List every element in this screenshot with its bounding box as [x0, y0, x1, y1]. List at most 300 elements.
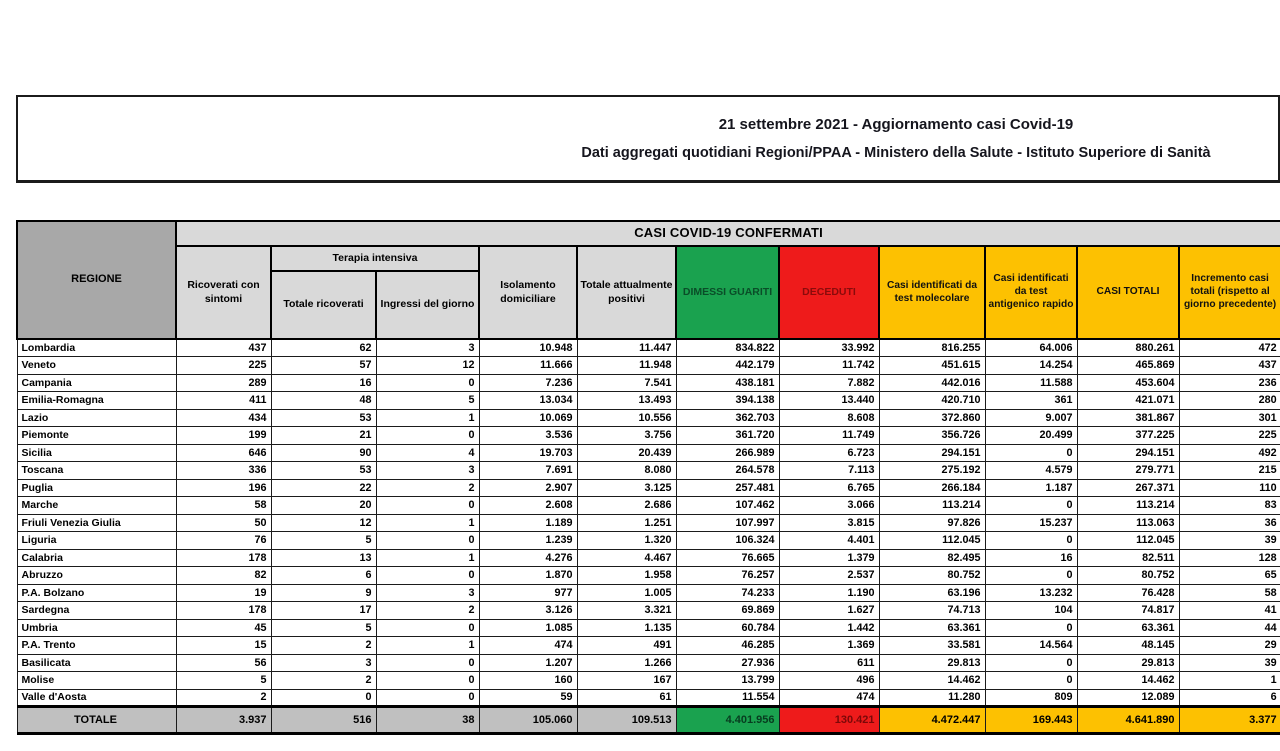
region-row — [17, 462, 1280, 480]
header-casi-totali: CASI TOTALI — [1077, 246, 1179, 339]
region-row — [17, 374, 1280, 392]
value-cell: 294.151 — [1077, 444, 1179, 462]
totale-value-cell: 105.060 — [479, 707, 577, 734]
value-cell: 0 — [376, 374, 479, 392]
value-cell: 474 — [479, 637, 577, 655]
value-cell: 5 — [376, 392, 479, 410]
value-cell: 1.627 — [779, 602, 879, 620]
header-terapia-totale-ricoverati: Totale ricoverati — [271, 271, 376, 339]
value-cell: 362.703 — [676, 409, 779, 427]
region-row — [17, 619, 1280, 637]
value-cell: 1.239 — [479, 532, 577, 550]
value-cell: 80.752 — [879, 567, 985, 585]
region-row — [17, 514, 1280, 532]
header-casi-test-molecolare: Casi identificati da test molecolare — [879, 246, 985, 339]
value-cell: 301 — [1179, 409, 1280, 427]
region-name-cell: Valle d'Aosta — [17, 689, 176, 707]
value-cell: 76 — [176, 532, 271, 550]
value-cell: 420.710 — [879, 392, 985, 410]
value-cell: 4.276 — [479, 549, 577, 567]
value-cell: 0 — [985, 497, 1077, 515]
region-name-cell: Basilicata — [17, 654, 176, 672]
value-cell: 3 — [271, 654, 376, 672]
value-cell: 646 — [176, 444, 271, 462]
region-row — [17, 637, 1280, 655]
value-cell: 104 — [985, 602, 1077, 620]
value-cell: 69.869 — [676, 602, 779, 620]
value-cell: 442.179 — [676, 357, 779, 375]
value-cell: 1.005 — [577, 584, 676, 602]
value-cell: 0 — [376, 619, 479, 637]
region-name-cell: P.A. Bolzano — [17, 584, 176, 602]
value-cell: 13.799 — [676, 672, 779, 690]
region-name-cell: Toscana — [17, 462, 176, 480]
value-cell: 19.703 — [479, 444, 577, 462]
value-cell: 80.752 — [1077, 567, 1179, 585]
value-cell: 6 — [1179, 689, 1280, 707]
value-cell: 82 — [176, 567, 271, 585]
totale-value-cell: 38 — [376, 707, 479, 734]
value-cell: 453.604 — [1077, 374, 1179, 392]
value-cell: 15.237 — [985, 514, 1077, 532]
value-cell: 107.462 — [676, 497, 779, 515]
value-cell: 13.034 — [479, 392, 577, 410]
region-name-cell: Calabria — [17, 549, 176, 567]
value-cell: 3 — [376, 462, 479, 480]
value-cell: 264.578 — [676, 462, 779, 480]
value-cell: 411 — [176, 392, 271, 410]
region-name-cell: Friuli Venezia Giulia — [17, 514, 176, 532]
value-cell: 1.189 — [479, 514, 577, 532]
value-cell: 289 — [176, 374, 271, 392]
value-cell: 6 — [271, 567, 376, 585]
value-cell: 809 — [985, 689, 1077, 707]
value-cell: 4.401 — [779, 532, 879, 550]
value-cell: 1.320 — [577, 532, 676, 550]
value-cell: 60.784 — [676, 619, 779, 637]
value-cell: 15 — [176, 637, 271, 655]
value-cell: 279.771 — [1077, 462, 1179, 480]
value-cell: 394.138 — [676, 392, 779, 410]
value-cell: 4.467 — [577, 549, 676, 567]
value-cell: 65 — [1179, 567, 1280, 585]
value-cell: 9.007 — [985, 409, 1077, 427]
value-cell: 225 — [1179, 427, 1280, 445]
value-cell: 0 — [376, 427, 479, 445]
value-cell: 5 — [271, 619, 376, 637]
region-row — [17, 357, 1280, 375]
value-cell: 1 — [376, 409, 479, 427]
value-cell: 10.556 — [577, 409, 676, 427]
header-dimessi-guariti: DIMESSI GUARITI — [676, 246, 779, 339]
header-table-title: CASI COVID-19 CONFERMATI — [176, 221, 1280, 246]
value-cell: 14.462 — [1077, 672, 1179, 690]
value-cell: 434 — [176, 409, 271, 427]
value-cell: 372.860 — [879, 409, 985, 427]
value-cell: 97.826 — [879, 514, 985, 532]
value-cell: 14.254 — [985, 357, 1077, 375]
value-cell: 0 — [376, 497, 479, 515]
header-regione: REGIONE — [17, 221, 176, 339]
value-cell: 1.958 — [577, 567, 676, 585]
value-cell: 3 — [376, 584, 479, 602]
value-cell: 16 — [985, 549, 1077, 567]
value-cell: 36 — [1179, 514, 1280, 532]
value-cell: 496 — [779, 672, 879, 690]
value-cell: 2 — [271, 672, 376, 690]
region-row — [17, 532, 1280, 550]
value-cell: 236 — [1179, 374, 1280, 392]
region-row — [17, 427, 1280, 445]
value-cell: 438.181 — [676, 374, 779, 392]
region-name-cell: Sardegna — [17, 602, 176, 620]
value-cell: 2 — [176, 689, 271, 707]
value-cell: 11.742 — [779, 357, 879, 375]
value-cell: 13.493 — [577, 392, 676, 410]
value-cell: 451.615 — [879, 357, 985, 375]
value-cell: 64.006 — [985, 339, 1077, 357]
value-cell: 1 — [376, 549, 479, 567]
value-cell: 74.233 — [676, 584, 779, 602]
region-row — [17, 479, 1280, 497]
value-cell: 7.236 — [479, 374, 577, 392]
region-row — [17, 602, 1280, 620]
value-cell: 45 — [176, 619, 271, 637]
value-cell: 29.813 — [1077, 654, 1179, 672]
value-cell: 199 — [176, 427, 271, 445]
value-cell: 2.608 — [479, 497, 577, 515]
value-cell: 1.135 — [577, 619, 676, 637]
value-cell: 113.214 — [879, 497, 985, 515]
value-cell: 225 — [176, 357, 271, 375]
value-cell: 13.232 — [985, 584, 1077, 602]
title-banner — [16, 95, 1280, 183]
value-cell: 472 — [1179, 339, 1280, 357]
region-name-cell: Puglia — [17, 479, 176, 497]
value-cell: 13.440 — [779, 392, 879, 410]
value-cell: 196 — [176, 479, 271, 497]
totale-value-cell: 3.937 — [176, 707, 271, 734]
value-cell: 1.085 — [479, 619, 577, 637]
value-cell: 834.822 — [676, 339, 779, 357]
region-row — [17, 689, 1280, 707]
region-row — [17, 584, 1280, 602]
value-cell: 1 — [1179, 672, 1280, 690]
bulletin-source-subtitle: Dati aggregati quotidiani Regioni/PPAA - Ministero della Salute - Istituto Superiore di Sanità — [581, 145, 1211, 161]
value-cell: 19 — [176, 584, 271, 602]
value-cell: 39 — [1179, 532, 1280, 550]
table-header — [17, 221, 1280, 339]
region-row — [17, 567, 1280, 585]
value-cell: 16 — [271, 374, 376, 392]
region-name-cell: Veneto — [17, 357, 176, 375]
value-cell: 113.063 — [1077, 514, 1179, 532]
value-cell: 22 — [271, 479, 376, 497]
value-cell: 10.948 — [479, 339, 577, 357]
value-cell: 7.691 — [479, 462, 577, 480]
header-incremento-casi: Incremento casi totali (rispetto al giorno precedente) — [1179, 246, 1280, 339]
value-cell: 0 — [985, 567, 1077, 585]
value-cell: 29 — [1179, 637, 1280, 655]
value-cell: 1.870 — [479, 567, 577, 585]
value-cell: 1.207 — [479, 654, 577, 672]
value-cell: 63.196 — [879, 584, 985, 602]
value-cell: 178 — [176, 549, 271, 567]
value-cell: 11.554 — [676, 689, 779, 707]
header-deceduti: DECEDUTI — [779, 246, 879, 339]
value-cell: 275.192 — [879, 462, 985, 480]
value-cell: 63.361 — [1077, 619, 1179, 637]
value-cell: 336 — [176, 462, 271, 480]
value-cell: 0 — [376, 567, 479, 585]
value-cell: 76.257 — [676, 567, 779, 585]
totale-value-cell: 109.513 — [577, 707, 676, 734]
header-isolamento-domiciliare: Isolamento domiciliare — [479, 246, 577, 339]
value-cell: 112.045 — [1077, 532, 1179, 550]
value-cell: 74.817 — [1077, 602, 1179, 620]
value-cell: 3.066 — [779, 497, 879, 515]
value-cell: 1.251 — [577, 514, 676, 532]
region-row — [17, 444, 1280, 462]
value-cell: 1.379 — [779, 549, 879, 567]
value-cell: 83 — [1179, 497, 1280, 515]
value-cell: 41 — [1179, 602, 1280, 620]
value-cell: 107.997 — [676, 514, 779, 532]
value-cell: 5 — [176, 672, 271, 690]
totale-value-cell: 3.377 — [1179, 707, 1280, 734]
value-cell: 12 — [376, 357, 479, 375]
header-ricoverati-con-sintomi: Ricoverati con sintomi — [176, 246, 271, 339]
value-cell: 1.442 — [779, 619, 879, 637]
value-cell: 280 — [1179, 392, 1280, 410]
value-cell: 1.266 — [577, 654, 676, 672]
value-cell: 7.541 — [577, 374, 676, 392]
value-cell: 1 — [376, 514, 479, 532]
value-cell: 1 — [376, 637, 479, 655]
totale-value-cell: 130.421 — [779, 707, 879, 734]
region-name-cell: Campania — [17, 374, 176, 392]
value-cell: 3.756 — [577, 427, 676, 445]
value-cell: 611 — [779, 654, 879, 672]
header-casi-test-antigenico: Casi identificati da test antigenico rapido — [985, 246, 1077, 339]
value-cell: 90 — [271, 444, 376, 462]
value-cell: 4 — [376, 444, 479, 462]
value-cell: 33.992 — [779, 339, 879, 357]
title-banner-text — [518, 97, 1274, 180]
value-cell: 62 — [271, 339, 376, 357]
value-cell: 76.665 — [676, 549, 779, 567]
value-cell: 267.371 — [1077, 479, 1179, 497]
region-name-cell: Lazio — [17, 409, 176, 427]
value-cell: 7.113 — [779, 462, 879, 480]
value-cell: 0 — [376, 654, 479, 672]
region-row — [17, 339, 1280, 357]
value-cell: 442.016 — [879, 374, 985, 392]
value-cell: 110 — [1179, 479, 1280, 497]
value-cell: 0 — [985, 654, 1077, 672]
value-cell: 74.713 — [879, 602, 985, 620]
region-row — [17, 672, 1280, 690]
value-cell: 8.608 — [779, 409, 879, 427]
value-cell: 0 — [376, 689, 479, 707]
value-cell: 12 — [271, 514, 376, 532]
value-cell: 6.765 — [779, 479, 879, 497]
value-cell: 8.080 — [577, 462, 676, 480]
bulletin-date-title: 21 settembre 2021 - Aggiornamento casi Covid-19 — [718, 116, 1074, 133]
totale-value-cell: 4.641.890 — [1077, 707, 1179, 734]
region-name-cell: Lombardia — [17, 339, 176, 357]
value-cell: 3.126 — [479, 602, 577, 620]
value-cell: 1.369 — [779, 637, 879, 655]
value-cell: 381.867 — [1077, 409, 1179, 427]
value-cell: 6.723 — [779, 444, 879, 462]
value-cell: 53 — [271, 462, 376, 480]
value-cell: 465.869 — [1077, 357, 1179, 375]
value-cell: 377.225 — [1077, 427, 1179, 445]
value-cell: 13 — [271, 549, 376, 567]
value-cell: 82.495 — [879, 549, 985, 567]
value-cell: 2 — [376, 602, 479, 620]
value-cell: 2.907 — [479, 479, 577, 497]
value-cell: 11.280 — [879, 689, 985, 707]
value-cell: 816.255 — [879, 339, 985, 357]
value-cell: 128 — [1179, 549, 1280, 567]
region-row — [17, 392, 1280, 410]
totale-value-cell: 4.401.956 — [676, 707, 779, 734]
region-name-cell: Sicilia — [17, 444, 176, 462]
value-cell: 178 — [176, 602, 271, 620]
value-cell: 50 — [176, 514, 271, 532]
value-cell: 21 — [271, 427, 376, 445]
value-cell: 167 — [577, 672, 676, 690]
value-cell: 491 — [577, 637, 676, 655]
table-body — [17, 339, 1280, 734]
value-cell: 2.686 — [577, 497, 676, 515]
value-cell: 29.813 — [879, 654, 985, 672]
value-cell: 2 — [271, 637, 376, 655]
covid-data-table — [16, 220, 1280, 735]
value-cell: 2.537 — [779, 567, 879, 585]
value-cell: 3 — [376, 339, 479, 357]
value-cell: 266.184 — [879, 479, 985, 497]
value-cell: 437 — [1179, 357, 1280, 375]
value-cell: 46.285 — [676, 637, 779, 655]
value-cell: 0 — [376, 532, 479, 550]
totale-value-cell: 169.443 — [985, 707, 1077, 734]
region-name-cell: Molise — [17, 672, 176, 690]
value-cell: 59 — [479, 689, 577, 707]
region-row — [17, 654, 1280, 672]
value-cell: 266.989 — [676, 444, 779, 462]
value-cell: 0 — [376, 672, 479, 690]
totale-value-cell: 4.472.447 — [879, 707, 985, 734]
region-row — [17, 549, 1280, 567]
value-cell: 61 — [577, 689, 676, 707]
region-name-cell: Liguria — [17, 532, 176, 550]
value-cell: 4.579 — [985, 462, 1077, 480]
value-cell: 12.089 — [1077, 689, 1179, 707]
header-totale-attualmente-positivi: Totale attualmente positivi — [577, 246, 676, 339]
value-cell: 106.324 — [676, 532, 779, 550]
value-cell: 7.882 — [779, 374, 879, 392]
value-cell: 57 — [271, 357, 376, 375]
region-row — [17, 409, 1280, 427]
value-cell: 14.564 — [985, 637, 1077, 655]
value-cell: 0 — [271, 689, 376, 707]
value-cell: 880.261 — [1077, 339, 1179, 357]
value-cell: 474 — [779, 689, 879, 707]
value-cell: 112.045 — [879, 532, 985, 550]
value-cell: 0 — [985, 532, 1077, 550]
value-cell: 11.666 — [479, 357, 577, 375]
value-cell: 82.511 — [1077, 549, 1179, 567]
value-cell: 11.447 — [577, 339, 676, 357]
value-cell: 5 — [271, 532, 376, 550]
value-cell: 356.726 — [879, 427, 985, 445]
value-cell: 10.069 — [479, 409, 577, 427]
totale-value-cell: 516 — [271, 707, 376, 734]
totale-row — [17, 707, 1280, 734]
value-cell: 2 — [376, 479, 479, 497]
totale-label-cell: TOTALE — [17, 707, 176, 734]
value-cell: 39 — [1179, 654, 1280, 672]
value-cell: 48.145 — [1077, 637, 1179, 655]
value-cell: 63.361 — [879, 619, 985, 637]
value-cell: 76.428 — [1077, 584, 1179, 602]
value-cell: 48 — [271, 392, 376, 410]
region-name-cell: Marche — [17, 497, 176, 515]
value-cell: 3.815 — [779, 514, 879, 532]
value-cell: 33.581 — [879, 637, 985, 655]
region-name-cell: P.A. Trento — [17, 637, 176, 655]
value-cell: 0 — [985, 619, 1077, 637]
region-row — [17, 497, 1280, 515]
value-cell: 3.125 — [577, 479, 676, 497]
value-cell: 27.936 — [676, 654, 779, 672]
value-cell: 492 — [1179, 444, 1280, 462]
value-cell: 113.214 — [1077, 497, 1179, 515]
covid-table-container — [16, 220, 1280, 735]
value-cell: 53 — [271, 409, 376, 427]
value-cell: 1.190 — [779, 584, 879, 602]
value-cell: 44 — [1179, 619, 1280, 637]
header-terapia-intensiva: Terapia intensiva — [271, 246, 479, 271]
value-cell: 294.151 — [879, 444, 985, 462]
header-terapia-ingressi-del-giorno: Ingressi del giorno — [376, 271, 479, 339]
value-cell: 14.462 — [879, 672, 985, 690]
value-cell: 977 — [479, 584, 577, 602]
value-cell: 215 — [1179, 462, 1280, 480]
region-name-cell: Piemonte — [17, 427, 176, 445]
value-cell: 3.321 — [577, 602, 676, 620]
region-name-cell: Emilia-Romagna — [17, 392, 176, 410]
value-cell: 20 — [271, 497, 376, 515]
value-cell: 421.071 — [1077, 392, 1179, 410]
value-cell: 0 — [985, 672, 1077, 690]
value-cell: 20.499 — [985, 427, 1077, 445]
value-cell: 17 — [271, 602, 376, 620]
value-cell: 11.749 — [779, 427, 879, 445]
value-cell: 11.948 — [577, 357, 676, 375]
value-cell: 9 — [271, 584, 376, 602]
value-cell: 361 — [985, 392, 1077, 410]
value-cell: 0 — [985, 444, 1077, 462]
value-cell: 1.187 — [985, 479, 1077, 497]
region-name-cell: Umbria — [17, 619, 176, 637]
value-cell: 20.439 — [577, 444, 676, 462]
value-cell: 58 — [1179, 584, 1280, 602]
value-cell: 58 — [176, 497, 271, 515]
